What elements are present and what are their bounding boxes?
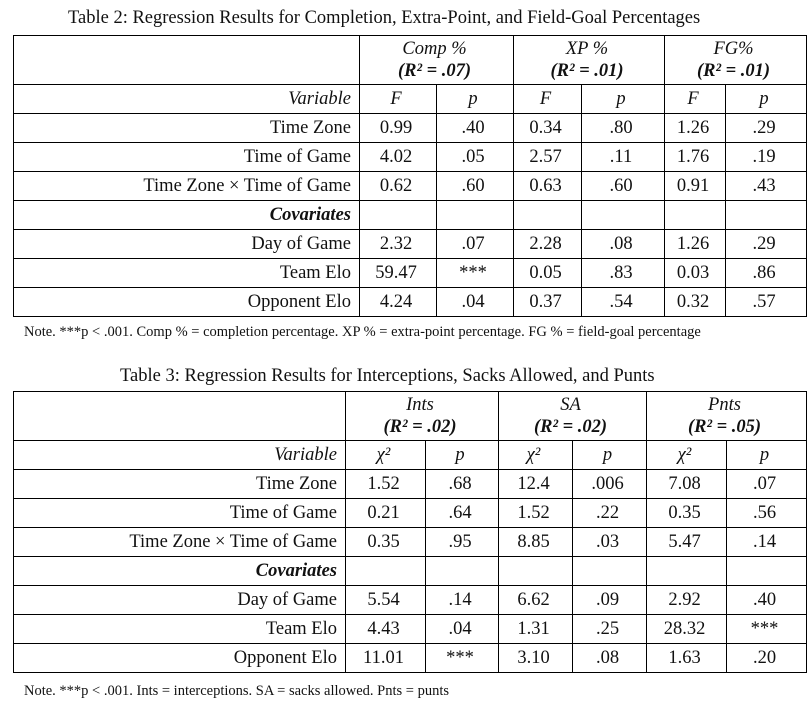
row-label: Day of Game: [14, 586, 346, 615]
table3-group-r2: (R² = .02): [533, 417, 608, 437]
cell: 3.10: [499, 644, 573, 673]
cell: [426, 557, 499, 586]
cell: .43: [726, 172, 807, 201]
cell: 1.52: [346, 470, 426, 499]
cell: ***: [426, 644, 499, 673]
cell: 0.03: [665, 259, 726, 288]
table-row: [14, 114, 807, 143]
row-label: Team Elo: [14, 259, 360, 288]
cell: .08: [573, 644, 647, 673]
cell: 5.47: [647, 528, 727, 557]
table2-caption: Table 2: Regression Results for Completion, Extra-Point, and Field-Goal Percentages: [68, 8, 701, 28]
cell: .22: [573, 499, 647, 528]
row-label: Time Zone: [14, 470, 346, 499]
table2-group-r2: (R² = .01): [550, 61, 624, 81]
table-row: [14, 230, 807, 259]
row-label: Time of Game: [14, 499, 346, 528]
table-row: [14, 586, 807, 615]
table3-note: Note. ***p < .001. Ints = interceptions. SA = sacks allowed. Pnts = punts: [24, 683, 449, 699]
table3-caption: Table 3: Regression Results for Interceptions, Sacks Allowed, and Punts: [120, 366, 655, 386]
cell: .95: [426, 528, 499, 557]
cell: [499, 557, 573, 586]
table2-p-header: p: [437, 85, 514, 114]
cell: .40: [437, 114, 514, 143]
cell: [582, 201, 665, 230]
cell: .40: [727, 586, 807, 615]
cell: 4.24: [360, 288, 437, 317]
cell: .006: [573, 470, 647, 499]
cell: 1.76: [665, 143, 726, 172]
cell: 59.47: [360, 259, 437, 288]
cell: 0.91: [665, 172, 726, 201]
row-label: Opponent Elo: [14, 644, 346, 673]
cell: [727, 557, 807, 586]
table2-corner-cell: [14, 36, 360, 85]
table-row: [14, 528, 807, 557]
cell: .03: [573, 528, 647, 557]
table3-group-r2: (R² = .02): [383, 417, 457, 437]
table3-stat-header: χ²: [346, 441, 426, 470]
cell: .80: [582, 114, 665, 143]
cell: .14: [426, 586, 499, 615]
table2-stat-header: F: [514, 85, 582, 114]
cell: .11: [582, 143, 665, 172]
cell: 12.4: [499, 470, 573, 499]
cell: 5.54: [346, 586, 426, 615]
cell: 4.43: [346, 615, 426, 644]
cell: .08: [582, 230, 665, 259]
table3-group-header: [499, 392, 647, 441]
table2-group-name: XP %: [565, 39, 609, 59]
table3-p-header: p: [727, 441, 807, 470]
table3-column-header-row: [14, 441, 807, 470]
table2-group-header-row: [14, 36, 807, 85]
table2-group-r2: (R² = .01): [696, 61, 771, 81]
table2-group-name: Comp %: [402, 39, 467, 59]
table-row: [14, 143, 807, 172]
table3-group-header: [647, 392, 807, 441]
table2-stat-header: F: [360, 85, 437, 114]
cell: 28.32: [647, 615, 727, 644]
table2-variable-header: Variable: [14, 85, 360, 114]
cell: 11.01: [346, 644, 426, 673]
table2-note: Note. ***p < .001. Comp % = completion percentage. XP % = extra-point percentage. FG % = field-goal percentage: [24, 324, 701, 340]
cell: .54: [582, 288, 665, 317]
cell: [647, 557, 727, 586]
cell: .09: [573, 586, 647, 615]
table-row: [14, 259, 807, 288]
cell: [346, 557, 426, 586]
covariates-label: Covariates: [14, 201, 360, 230]
table3-variable-header: Variable: [14, 441, 346, 470]
cell: 0.21: [346, 499, 426, 528]
covariates-label: Covariates: [14, 557, 346, 586]
cell: .04: [437, 288, 514, 317]
cell: 0.63: [514, 172, 582, 201]
cell: [665, 201, 726, 230]
cell: .86: [726, 259, 807, 288]
table3-group-header: [346, 392, 499, 441]
cell: .07: [437, 230, 514, 259]
cell: [437, 201, 514, 230]
cell: .20: [727, 644, 807, 673]
table3-group-name: SA: [560, 395, 581, 415]
table2-p-header: p: [582, 85, 665, 114]
table-row: [14, 470, 807, 499]
cell: 1.63: [647, 644, 727, 673]
cell: 0.35: [647, 499, 727, 528]
table2-group-r2: (R² = .07): [397, 61, 472, 81]
table2-group-header: [360, 36, 514, 85]
covariates-row: [14, 201, 807, 230]
table2: [13, 35, 807, 317]
cell: .29: [726, 114, 807, 143]
cell: 2.92: [647, 586, 727, 615]
table-row: [14, 499, 807, 528]
cell: [514, 201, 582, 230]
row-label: Day of Game: [14, 230, 360, 259]
cell: .83: [582, 259, 665, 288]
cell: 4.02: [360, 143, 437, 172]
row-label: Time Zone × Time of Game: [14, 172, 360, 201]
table3-group-r2: (R² = .05): [687, 417, 762, 437]
table3-group-header-row: [14, 392, 807, 441]
row-label: Time Zone: [14, 114, 360, 143]
cell: 0.34: [514, 114, 582, 143]
row-label: Time of Game: [14, 143, 360, 172]
cell: [726, 201, 807, 230]
cell: 6.62: [499, 586, 573, 615]
cell: .05: [437, 143, 514, 172]
table3-p-header: p: [426, 441, 499, 470]
table3-group-name: Pnts: [708, 395, 741, 415]
cell: 2.57: [514, 143, 582, 172]
cell: .56: [727, 499, 807, 528]
row-label: Opponent Elo: [14, 288, 360, 317]
cell: 0.35: [346, 528, 426, 557]
cell: .64: [426, 499, 499, 528]
cell: .68: [426, 470, 499, 499]
cell: 1.52: [499, 499, 573, 528]
row-label: Team Elo: [14, 615, 346, 644]
cell: 0.99: [360, 114, 437, 143]
table3-group-name: Ints: [406, 395, 434, 415]
cell: 1.26: [665, 114, 726, 143]
cell: .19: [726, 143, 807, 172]
table3-stat-header: χ²: [647, 441, 727, 470]
table2-column-header-row: [14, 85, 807, 114]
table-row: [14, 615, 807, 644]
cell: 2.32: [360, 230, 437, 259]
cell: .04: [426, 615, 499, 644]
cell: [573, 557, 647, 586]
table3: [13, 391, 807, 673]
table2-group-header: [514, 36, 665, 85]
cell: 8.85: [499, 528, 573, 557]
cell: 0.37: [514, 288, 582, 317]
table-row: [14, 288, 807, 317]
table3-stat-header: χ²: [499, 441, 573, 470]
cell: 1.26: [665, 230, 726, 259]
table-row: [14, 644, 807, 673]
cell: 7.08: [647, 470, 727, 499]
covariates-row: [14, 557, 807, 586]
table2-stat-header: F: [665, 85, 726, 114]
table2-group-header: [665, 36, 807, 85]
cell: [360, 201, 437, 230]
cell: 1.31: [499, 615, 573, 644]
table2-p-header: p: [726, 85, 807, 114]
cell: .14: [727, 528, 807, 557]
cell: ***: [437, 259, 514, 288]
cell: ***: [727, 615, 807, 644]
cell: 2.28: [514, 230, 582, 259]
cell: .29: [726, 230, 807, 259]
table3-corner-cell: [14, 392, 346, 441]
cell: 0.32: [665, 288, 726, 317]
table2-group-name: FG%: [713, 39, 754, 59]
table3-p-header: p: [573, 441, 647, 470]
cell: .25: [573, 615, 647, 644]
cell: .07: [727, 470, 807, 499]
cell: 0.05: [514, 259, 582, 288]
cell: .60: [437, 172, 514, 201]
cell: 0.62: [360, 172, 437, 201]
cell: .60: [582, 172, 665, 201]
cell: .57: [726, 288, 807, 317]
row-label: Time Zone × Time of Game: [14, 528, 346, 557]
table-row: [14, 172, 807, 201]
